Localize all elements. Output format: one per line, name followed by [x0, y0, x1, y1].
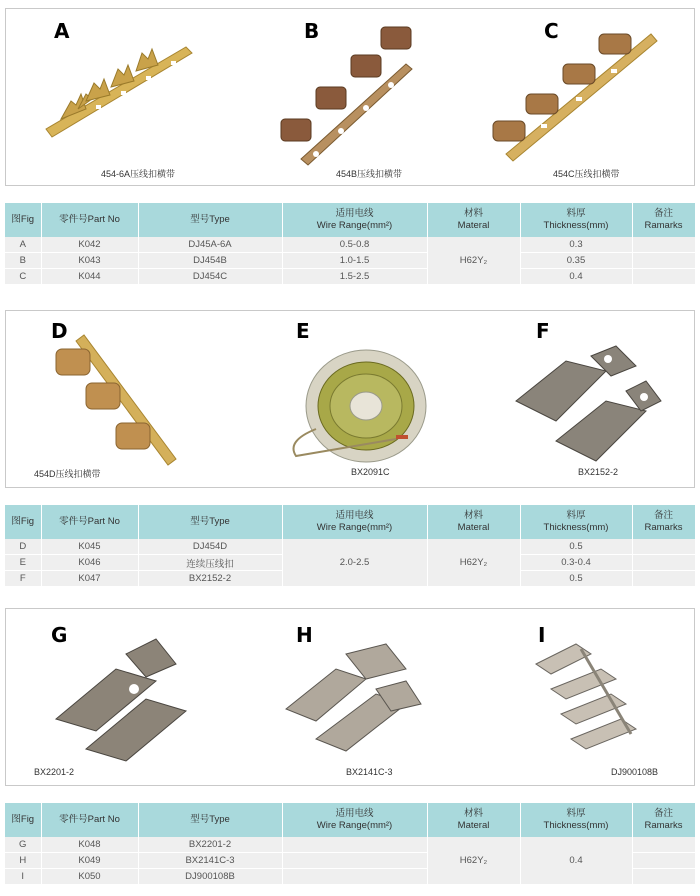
- table-row: C K044 DJ454C 1.5-2.5 0.4: [5, 269, 695, 285]
- figure-letter: D: [51, 319, 68, 343]
- spec-table-2: [5, 505, 696, 587]
- material-cell: H62Y₂: [427, 837, 520, 885]
- header-wire-range: 适用电线 Wire Range(mm²): [282, 803, 427, 837]
- table-row: A K042 DJ45A-6A 0.5-0.8 H62Y₂ 0.3: [5, 237, 695, 253]
- figure-b: [256, 9, 476, 179]
- brass-terminal-strip-image: [16, 9, 236, 179]
- wire-reel-image: [276, 311, 496, 481]
- header-material: 材料 Materal: [427, 803, 520, 837]
- material-cell: H62Y₂: [427, 237, 520, 285]
- table-row: B K043 DJ454B 1.0-1.5 0.35: [5, 253, 695, 269]
- figure-letter: B: [304, 19, 320, 43]
- table-row: F K047 BX2152-2 0.5: [5, 571, 695, 587]
- header-wire-range: 适用电线 Wire Range(mm²): [282, 203, 427, 237]
- figure-caption: DJ900108B: [611, 767, 659, 777]
- silver-terminal-strip-image: [481, 609, 700, 779]
- header-remarks: 备注 Ramarks: [632, 803, 695, 837]
- figure-letter: I: [538, 623, 546, 647]
- figure-caption: 454-6A压线扣横带: [101, 169, 176, 179]
- figure-caption: BX2201-2: [34, 767, 75, 777]
- table-header-row: [5, 803, 695, 837]
- wire-range-cell: 2.0-2.5: [282, 539, 427, 587]
- figure-caption: 454B压线扣横带: [336, 169, 403, 179]
- figure-caption: 454C压线扣横带: [553, 169, 620, 179]
- bronze-terminal-strip-image: [256, 9, 476, 179]
- brass-bronze-terminal-strip-image: [481, 9, 700, 179]
- table-row: I K050 DJ900108B: [5, 869, 695, 885]
- figure-a: [16, 9, 236, 179]
- thickness-cell: 0.4: [520, 837, 632, 885]
- figure-i: [481, 609, 700, 779]
- figure-letter: H: [296, 623, 313, 647]
- figure-letter: A: [54, 19, 70, 43]
- table-row: H K049 BX2141C-3: [5, 853, 695, 869]
- spec-table-1: [5, 203, 696, 285]
- header-fig: 图Fig: [5, 505, 41, 539]
- header-remarks: 备注 Ramarks: [632, 505, 695, 539]
- material-cell: H62Y₂: [427, 539, 520, 587]
- header-material: 材料 Materal: [427, 505, 520, 539]
- header-thickness: 料厚 Thickness(mm): [520, 505, 632, 539]
- header-part-no: 零件号Part No: [41, 203, 138, 237]
- silver-terminal-image: [266, 609, 486, 779]
- header-remarks: 备注 Ramarks: [632, 203, 695, 237]
- figure-caption: BX2141C-3: [346, 767, 393, 777]
- figure-e: [276, 311, 496, 481]
- product-panel-1: [5, 8, 695, 186]
- header-type: 型号Type: [138, 505, 282, 539]
- header-thickness: 料厚 Thickness(mm): [520, 803, 632, 837]
- table-row: E K046 连续压线扣 0.3-0.4: [5, 555, 695, 571]
- figure-f: [496, 311, 700, 481]
- figure-letter: G: [51, 623, 68, 647]
- table-header-row: [5, 203, 695, 237]
- figure-g: [16, 609, 236, 779]
- figure-caption: BX2091C: [351, 467, 390, 477]
- header-thickness: 料厚 Thickness(mm): [520, 203, 632, 237]
- header-fig: 图Fig: [5, 203, 41, 237]
- figure-letter: F: [536, 319, 550, 343]
- figure-c: [481, 9, 700, 179]
- figure-letter: C: [544, 19, 559, 43]
- table-header-row: [5, 505, 695, 539]
- figure-d: [16, 311, 236, 481]
- figure-caption: BX2152-2: [578, 467, 619, 477]
- product-panel-3: [5, 608, 695, 786]
- header-wire-range: 适用电线 Wire Range(mm²): [282, 505, 427, 539]
- silver-terminal-image: [496, 311, 700, 481]
- header-type: 型号Type: [138, 803, 282, 837]
- header-fig: 图Fig: [5, 803, 41, 837]
- table-row: D K045 DJ454D 2.0-2.5 H62Y₂ 0.5: [5, 539, 695, 555]
- header-part-no: 零件号Part No: [41, 505, 138, 539]
- header-material: 材料 Materal: [427, 203, 520, 237]
- header-type: 型号Type: [138, 203, 282, 237]
- spec-table-3: [5, 803, 696, 885]
- figure-letter: E: [296, 319, 310, 343]
- figure-h: [266, 609, 486, 779]
- silver-terminal-image: [16, 609, 236, 779]
- table-row: G K048 BX2201-2 H62Y₂ 0.4: [5, 837, 695, 853]
- brass-terminal-strip-image: [16, 311, 236, 481]
- header-part-no: 零件号Part No: [41, 803, 138, 837]
- figure-caption: 454D压线扣横带: [34, 469, 101, 479]
- product-panel-2: [5, 310, 695, 488]
